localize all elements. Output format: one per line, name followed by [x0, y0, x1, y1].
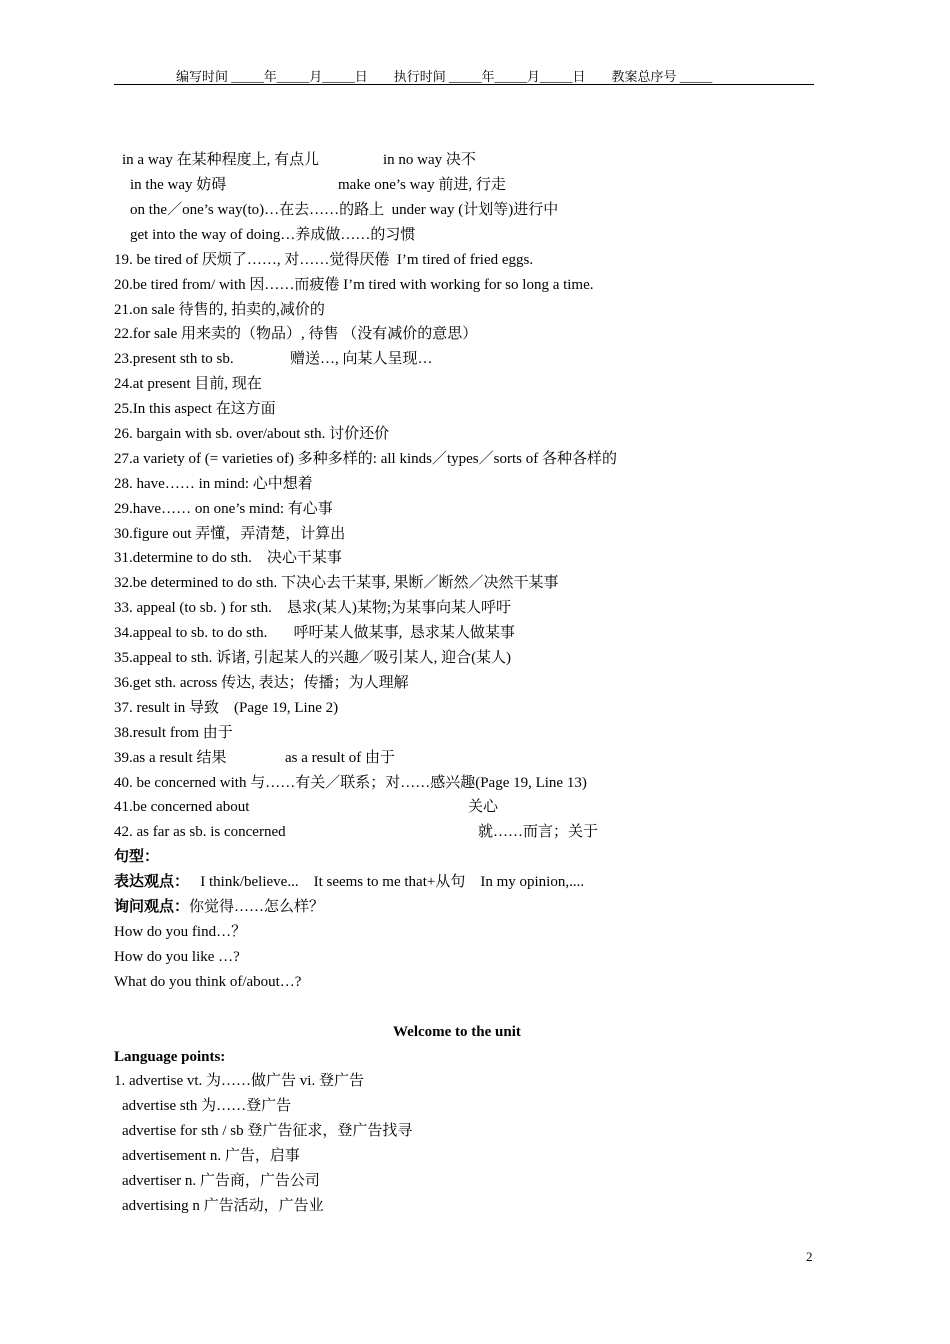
phrase-in-the-way: in the way 妨碍: [130, 177, 227, 193]
language-points-heading: Language points:: [114, 1049, 226, 1065]
ask-opinion-label: 询问观点：: [114, 899, 190, 915]
express-opinion-line: [114, 872, 584, 892]
item-31: 31.determine to do sth. 决心干某事: [114, 550, 342, 566]
item-41-phrase: 41.be concerned about: [114, 799, 250, 815]
page-number: 2: [806, 1249, 813, 1264]
phrase-get-into-the-way: get into the way of doing…养成做……的习惯: [130, 227, 416, 243]
item-25: 25.In this aspect 在这方面: [114, 401, 276, 417]
phrase-in-no-way: in no way 决不: [383, 152, 476, 168]
item-24: 24.at present 目前, 现在: [114, 376, 262, 392]
item-34: 34.appeal to sb. to do sth. 呼吁某人做某事, 恳求某人做某事: [114, 625, 515, 641]
item-22: 22.for sale 用来卖的（物品）, 待售 （没有减价的意思）: [114, 326, 478, 342]
item-42-phrase: 42. as far as sb. is concerned: [114, 824, 286, 840]
vocab-advertiser: advertiser n. 广告商，广告公司: [122, 1173, 320, 1189]
item-26: 26. bargain with sb. over/about sth. 讨价还价: [114, 426, 390, 442]
item-27: 27.a variety of (= varieties of) 多种多样的: all kinds／types／sorts of 各种各样的: [114, 451, 617, 467]
item-32: 32.be determined to do sth. 下决心去干某事, 果断／断然／决然干某事: [114, 575, 559, 591]
question-think: What do you think of/about…?: [114, 974, 302, 990]
question-like: How do you like …?: [114, 949, 240, 965]
ask-opinion-text: 你觉得……怎么样？: [189, 899, 325, 915]
phrase-make-ones-way: make one’s way 前进, 行走: [338, 177, 506, 193]
question-find: How do you find…？: [114, 924, 247, 940]
item-38: 38.result from 由于: [114, 725, 233, 741]
express-opinion-label: 表达观点：: [114, 874, 190, 890]
vocab-advertise: 1. advertise vt. 为……做广告 vi. 登广告: [114, 1073, 364, 1089]
item-30: 30.figure out 弄懂，弄清楚，计算出: [114, 526, 346, 542]
item-37: 37. result in 导致 (Page 19, Line 2): [114, 700, 339, 716]
item-23-meaning: 赠送…, 向某人呈现…: [290, 351, 433, 367]
item-19: 19. be tired of 厌烦了……, 对……觉得厌倦 I’m tired of fried eggs.: [114, 252, 534, 268]
item-23-phrase: 23.present sth to sb.: [114, 351, 234, 367]
item-20: 20.be tired from/ with 因……而疲倦 I’m tired with working for so long a time.: [114, 277, 594, 293]
item-39-related: as a result of 由于: [285, 750, 395, 766]
item-41-meaning: 关心: [468, 799, 499, 815]
section-title: Welcome to the unit: [393, 1024, 521, 1040]
item-29: 29.have…… on one’s mind: 有心事: [114, 501, 333, 517]
vocab-advertise-for: advertise for sth / sb 登广告征求，登广告找寻: [122, 1123, 413, 1139]
sentence-patterns-heading: 句型：: [114, 849, 160, 865]
item-42-meaning: 就……而言；关于: [478, 824, 599, 840]
item-21: 21.on sale 待售的, 拍卖的,减价的: [114, 302, 325, 318]
item-33: 33. appeal (to sb. ) for sth. 恳求(某人)某物;为某事向某人呼吁: [114, 600, 512, 616]
item-35: 35.appeal to sth. 诉诸, 引起某人的兴趣／吸引某人, 迎合(某人): [114, 650, 512, 666]
ask-opinion-line: [114, 897, 324, 917]
express-opinion-text: I think/believe... It seems to me that+从句 In my opinion,....: [189, 874, 585, 890]
item-36: 36.get sth. across 传达, 表达；传播；为人理解: [114, 675, 409, 691]
vocab-advertising: advertising n 广告活动，广告业: [122, 1198, 324, 1214]
vocab-advertise-sth: advertise sth 为……登广告: [122, 1098, 292, 1114]
phrase-on-the-way: on the／one’s way(to)…在去……的路上 under way (计划等)进行中: [130, 202, 559, 218]
page-header: [114, 64, 814, 85]
vocab-advertisement: advertisement n. 广告，启事: [122, 1148, 300, 1164]
phrase-in-a-way: in a way 在某种程度上, 有点儿: [122, 152, 320, 168]
item-40: 40. be concerned with 与……有关／联系；对……感兴趣(Page 19, Line 13): [114, 775, 587, 791]
item-39-phrase: 39.as a result 结果: [114, 750, 227, 766]
header-text: 编写时间 _____年_____月_____日 执行时间 _____年_____月_____日 教案总序号 _____: [176, 69, 713, 84]
item-28: 28. have…… in mind: 心中想着: [114, 476, 313, 492]
